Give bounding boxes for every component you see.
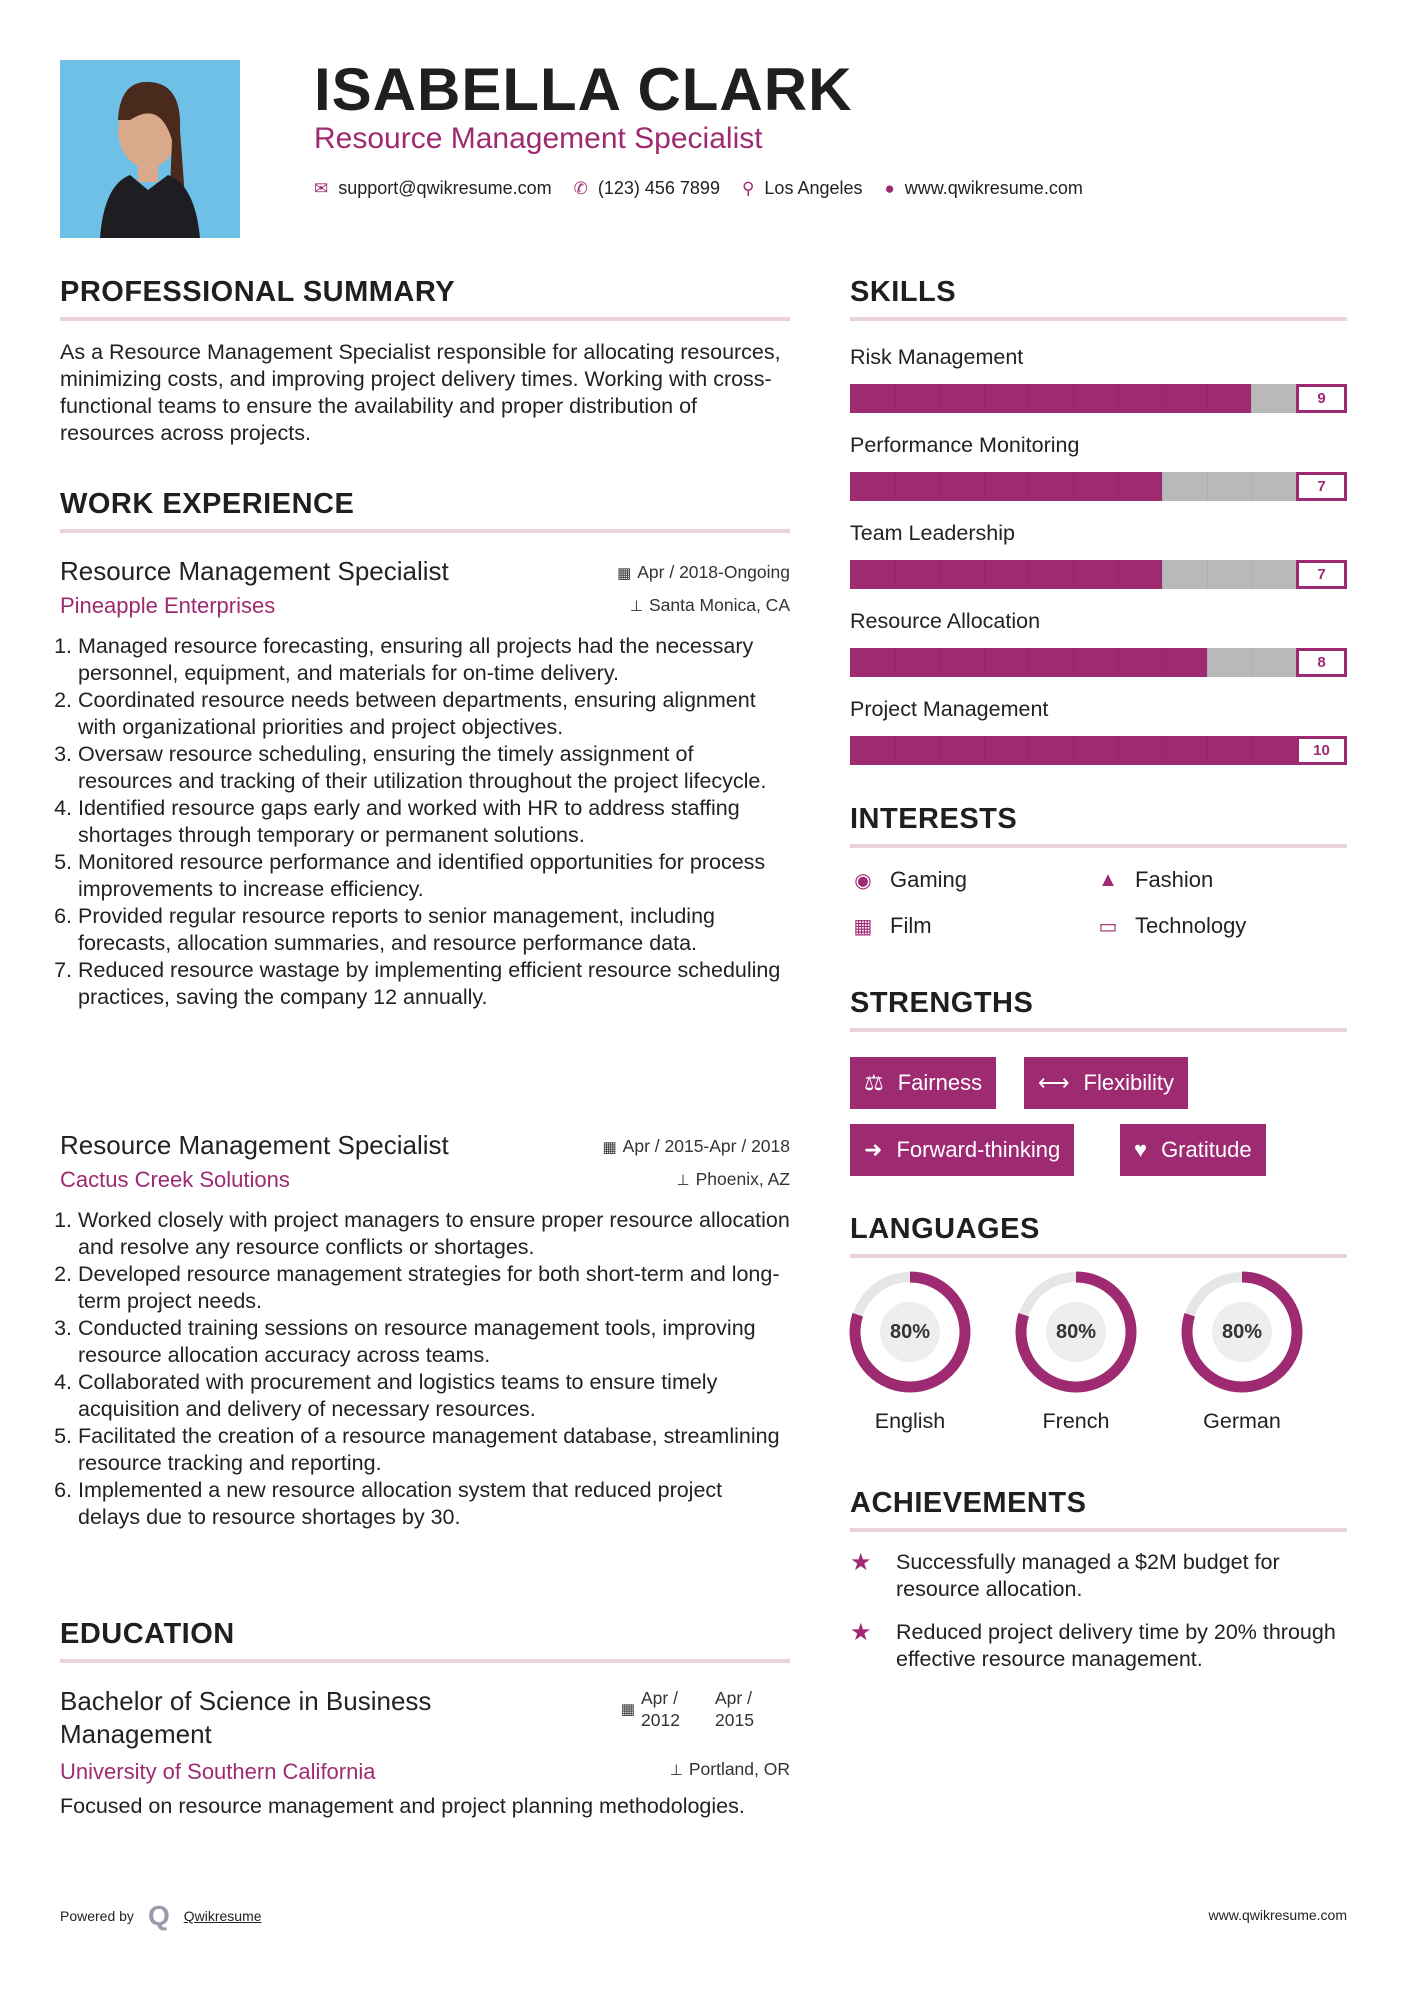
section-heading: INTERESTS xyxy=(850,803,1018,835)
bar-segment-divider xyxy=(984,472,985,501)
skill-score: 10 xyxy=(1296,736,1347,765)
bar-segment-divider xyxy=(939,560,940,589)
bar-segment-divider xyxy=(1162,648,1163,677)
candidate-title: Resource Management Specialist xyxy=(314,122,763,155)
job-bullet: 3. Conducted training sessions on resource management tools, improving resource allocation accuracy across teams. xyxy=(78,1315,790,1369)
job-entry xyxy=(60,556,790,1011)
job-dates-text: Apr / 2015-Apr / 2018 xyxy=(622,1136,790,1156)
job-title: Resource Management Specialist xyxy=(60,556,449,586)
bar-segment-divider xyxy=(1162,736,1163,765)
language-label: German xyxy=(1203,1409,1281,1433)
contact-location: Los Angeles xyxy=(764,178,863,198)
balance-scale-icon: ⚖ xyxy=(864,1070,884,1095)
job-bullet: 2. Developed resource management strategies for both short-term and long-term project needs. xyxy=(78,1261,790,1315)
bar-segment-divider xyxy=(984,560,985,589)
bar-segment-divider xyxy=(1251,472,1252,501)
education-location-text: Portland, OR xyxy=(688,1759,790,1779)
strength-tag xyxy=(850,1057,996,1109)
star-icon: ★ xyxy=(850,1619,872,1646)
education-dates xyxy=(621,1687,765,1731)
bar-segment-divider xyxy=(984,648,985,677)
interest-item xyxy=(850,913,932,939)
job-bullet: 5. Facilitated the creation of a resource management database, streamlining resource tracking and reporting. xyxy=(78,1423,790,1477)
education-description: Focused on resource management and project planning methodologies. xyxy=(60,1794,745,1818)
skill-fill xyxy=(850,736,1347,765)
divider xyxy=(850,317,1347,321)
skill-fill xyxy=(850,384,1251,413)
skill-label: Risk Management xyxy=(850,345,1024,369)
interest-label: Technology xyxy=(1135,913,1247,938)
footer-powered xyxy=(60,1900,262,1932)
bar-segment-divider xyxy=(1073,648,1074,677)
star-icon: ★ xyxy=(850,1549,872,1576)
job-location-text: Santa Monica, CA xyxy=(648,595,790,615)
skill-label: Team Leadership xyxy=(850,521,1015,545)
strengths-section xyxy=(850,987,1347,1187)
job-bullet: 7. Reduced resource wastage by implementing efficient resource scheduling practices, saving the company 12 annually. xyxy=(78,957,790,1011)
skill-item xyxy=(850,609,1347,677)
interest-label: Fashion xyxy=(1135,867,1214,892)
skill-bar xyxy=(850,472,1347,501)
bar-segment-divider xyxy=(1118,384,1119,413)
contact-email[interactable]: support@qwikresume.com xyxy=(338,178,552,198)
bar-segment-divider xyxy=(1073,560,1074,589)
arrow-right-icon: ➜ xyxy=(864,1137,883,1162)
school-name: University of Southern California xyxy=(60,1759,376,1784)
bar-segment-divider xyxy=(939,384,940,413)
interests-section xyxy=(850,803,1347,953)
qwikresume-link[interactable]: Qwikresume xyxy=(183,1908,262,1924)
bar-segment-divider xyxy=(1028,472,1029,501)
skill-score: 7 xyxy=(1296,560,1347,589)
language-label: French xyxy=(1042,1409,1110,1433)
education-section xyxy=(60,1618,790,1820)
qwikresume-logo-icon: Q xyxy=(147,1900,170,1931)
bar-segment-divider xyxy=(1251,560,1252,589)
achievements-section xyxy=(850,1487,1347,1707)
interest-item xyxy=(850,867,967,893)
bar-segment-divider xyxy=(1251,384,1252,413)
skill-item xyxy=(850,433,1347,501)
bar-segment-divider xyxy=(984,384,985,413)
skill-item xyxy=(850,521,1347,589)
language-item xyxy=(840,1271,980,1434)
job-bullet: 3. Oversaw resource scheduling, ensuring the timely assignment of resources and tracking of their utilization throughout the project lifecycle. xyxy=(78,741,790,795)
contact-phone: (123) 456 7899 xyxy=(597,178,720,198)
job-bullets xyxy=(60,633,790,1011)
bar-segment-divider xyxy=(1028,648,1029,677)
language-percent: 80% xyxy=(1221,1321,1263,1343)
section-heading: WORK EXPERIENCE xyxy=(60,488,355,520)
language-percent: 80% xyxy=(1055,1321,1097,1343)
skills-section xyxy=(850,276,1347,785)
section-heading: SKILLS xyxy=(850,276,957,308)
bar-segment-divider xyxy=(1251,736,1252,765)
section-heading: EDUCATION xyxy=(60,1618,235,1650)
languages-section xyxy=(850,1213,1347,1453)
bar-segment-divider xyxy=(1207,736,1208,765)
bar-segment-divider xyxy=(939,736,940,765)
language-label: English xyxy=(874,1409,946,1433)
bar-segment-divider xyxy=(1118,472,1119,501)
bar-segment-divider xyxy=(1207,472,1208,501)
skill-bar xyxy=(850,384,1347,413)
divider xyxy=(850,1254,1347,1258)
skill-score: 9 xyxy=(1296,384,1347,413)
strength-tag xyxy=(1024,1057,1188,1109)
language-percent: 80% xyxy=(889,1321,931,1343)
divider xyxy=(850,844,1347,848)
envelope-icon: ✉ xyxy=(314,178,329,198)
section-heading: LANGUAGES xyxy=(850,1213,1040,1245)
achievement-text: Successfully managed a $2M budget for resource allocation. xyxy=(896,1550,1280,1601)
interest-label: Film xyxy=(890,913,932,938)
bar-segment-divider xyxy=(1073,736,1074,765)
skill-bar xyxy=(850,560,1347,589)
job-dates-text: Apr / 2018-Ongoing xyxy=(637,562,790,582)
skill-label: Resource Allocation xyxy=(850,609,1041,633)
company-name: Pineapple Enterprises xyxy=(60,593,276,618)
skill-fill xyxy=(850,560,1162,589)
bar-segment-divider xyxy=(939,472,940,501)
job-bullet: 5. Monitored resource performance and identified opportunities for process improvements to increase efficiency. xyxy=(78,849,790,903)
strength-label: Flexibility xyxy=(1083,1070,1175,1095)
bar-segment-divider xyxy=(1207,648,1208,677)
education-start: Apr / 2012 xyxy=(641,1688,680,1730)
bar-segment-divider xyxy=(984,736,985,765)
job-dates xyxy=(602,1136,790,1157)
bar-segment-divider xyxy=(895,736,896,765)
powered-by-label: Powered by xyxy=(60,1908,134,1924)
job-location xyxy=(677,1169,790,1190)
bar-segment-divider xyxy=(1162,560,1163,589)
bar-segment-divider xyxy=(895,560,896,589)
divider xyxy=(850,1028,1347,1032)
bar-segment-divider xyxy=(895,472,896,501)
skill-score: 8 xyxy=(1296,648,1347,677)
job-bullet: 6. Implemented a new resource allocation system that reduced project delays due to resource shortages by 30. xyxy=(78,1477,790,1531)
job-entry xyxy=(60,1130,790,1531)
education-end: Apr / 2015 xyxy=(715,1688,754,1730)
skill-label: Project Management xyxy=(850,697,1049,721)
candidate-name: ISABELLA CLARK xyxy=(314,56,853,123)
calendar-icon: ▦ xyxy=(617,565,632,582)
job-bullet: 1. Managed resource forecasting, ensuring all projects had the necessary personnel, equipment, and materials for on-time delivery. xyxy=(78,633,790,687)
bar-segment-divider xyxy=(1028,384,1029,413)
strength-label: Forward-thinking xyxy=(896,1137,1061,1162)
map-marker-icon: ⚲ xyxy=(741,178,755,198)
divider xyxy=(60,1659,790,1663)
calendar-icon: ▦ xyxy=(602,1139,617,1156)
education-location xyxy=(670,1759,790,1780)
summary-section xyxy=(60,276,790,447)
job-location-text: Phoenix, AZ xyxy=(695,1169,790,1189)
interest-item xyxy=(1095,867,1213,893)
bar-segment-divider xyxy=(1118,648,1119,677)
job-bullets xyxy=(60,1207,790,1531)
skill-item xyxy=(850,697,1347,765)
footer-website[interactable]: www.qwikresume.com xyxy=(1208,1907,1347,1923)
profile-photo xyxy=(60,60,240,238)
strength-label: Gratitude xyxy=(1161,1137,1252,1162)
bar-segment-divider xyxy=(1028,736,1029,765)
job-bullet: 4. Collaborated with procurement and logistics teams to ensure timely acquisition and delivery of necessary resources. xyxy=(78,1369,790,1423)
bar-segment-divider xyxy=(895,648,896,677)
film-icon: ▦ xyxy=(853,915,873,938)
skill-bar xyxy=(850,736,1347,765)
achievement-item xyxy=(850,1549,1347,1603)
heart-icon: ♥ xyxy=(1134,1137,1148,1162)
divider xyxy=(850,1528,1347,1532)
section-heading: PROFESSIONAL SUMMARY xyxy=(60,276,456,308)
achievement-text: Reduced project delivery time by 20% through effective resource management. xyxy=(896,1620,1336,1671)
job-bullet: 4. Identified resource gaps early and worked with HR to address staffing shortages through temporary or permanent solutions. xyxy=(78,795,790,849)
pin-icon: ⊥ xyxy=(669,1762,683,1779)
interest-label: Gaming xyxy=(890,867,968,892)
job-bullet: 2. Coordinated resource needs between departments, ensuring alignment with organizational priorities and project objectives. xyxy=(78,687,790,741)
section-heading: STRENGTHS xyxy=(850,987,1034,1019)
phone-icon: ✆ xyxy=(573,178,588,198)
interest-item xyxy=(1095,913,1246,939)
contact-bar xyxy=(314,178,1083,199)
divider xyxy=(60,317,790,321)
bar-segment-divider xyxy=(1073,472,1074,501)
arrows-horizontal-icon: ⟷ xyxy=(1038,1070,1070,1095)
bar-segment-divider xyxy=(1118,736,1119,765)
bar-segment-divider xyxy=(1028,560,1029,589)
bar-segment-divider xyxy=(895,384,896,413)
language-item xyxy=(1172,1271,1312,1434)
bar-segment-divider xyxy=(1073,384,1074,413)
skill-item xyxy=(850,345,1347,413)
job-bullet: 1. Worked closely with project managers to ensure proper resource allocation and resolve any resource conflicts or shortages. xyxy=(78,1207,790,1261)
language-item xyxy=(1006,1271,1146,1434)
job-location xyxy=(630,595,790,616)
calendar-icon: ▦ xyxy=(620,1701,635,1718)
bar-segment-divider xyxy=(939,648,940,677)
bar-segment-divider xyxy=(1118,560,1119,589)
job-bullet: 6. Provided regular resource reports to senior management, including forecasts, allocation summaries, and resource performance data. xyxy=(78,903,790,957)
summary-text: As a Resource Management Specialist responsible for allocating resources, minimizing costs, and improving project delivery times. Working with cross-functional teams to ensure the availability and proper distribution of resources across projects. xyxy=(60,340,781,445)
job-title: Resource Management Specialist xyxy=(60,1130,449,1160)
degree-title: Bachelor of Science in Business Management xyxy=(60,1686,432,1749)
bar-segment-divider xyxy=(1207,560,1208,589)
contact-website[interactable]: www.qwikresume.com xyxy=(904,178,1083,198)
strength-tag xyxy=(850,1124,1074,1176)
gamepad-icon: ◉ xyxy=(854,869,872,892)
strength-label: Fairness xyxy=(897,1070,983,1095)
bar-segment-divider xyxy=(1162,384,1163,413)
divider xyxy=(60,529,790,533)
skill-bar xyxy=(850,648,1347,677)
achievement-item xyxy=(850,1619,1347,1673)
bar-segment-divider xyxy=(1162,472,1163,501)
shopping-bag-icon: ▲ xyxy=(1098,868,1118,891)
experience-section xyxy=(60,488,790,533)
company-name: Cactus Creek Solutions xyxy=(60,1167,290,1192)
strength-tag xyxy=(1120,1124,1266,1176)
skill-label: Performance Monitoring xyxy=(850,433,1080,457)
section-heading: ACHIEVEMENTS xyxy=(850,1487,1087,1519)
skill-fill xyxy=(850,472,1162,501)
job-dates xyxy=(617,562,790,583)
bar-segment-divider xyxy=(1251,648,1252,677)
laptop-icon: ▭ xyxy=(1098,915,1118,938)
pin-icon: ⊥ xyxy=(676,1172,690,1189)
bar-segment-divider xyxy=(1207,384,1208,413)
skill-score: 7 xyxy=(1296,472,1347,501)
globe-icon: ● xyxy=(884,178,895,198)
pin-icon: ⊥ xyxy=(629,598,643,615)
